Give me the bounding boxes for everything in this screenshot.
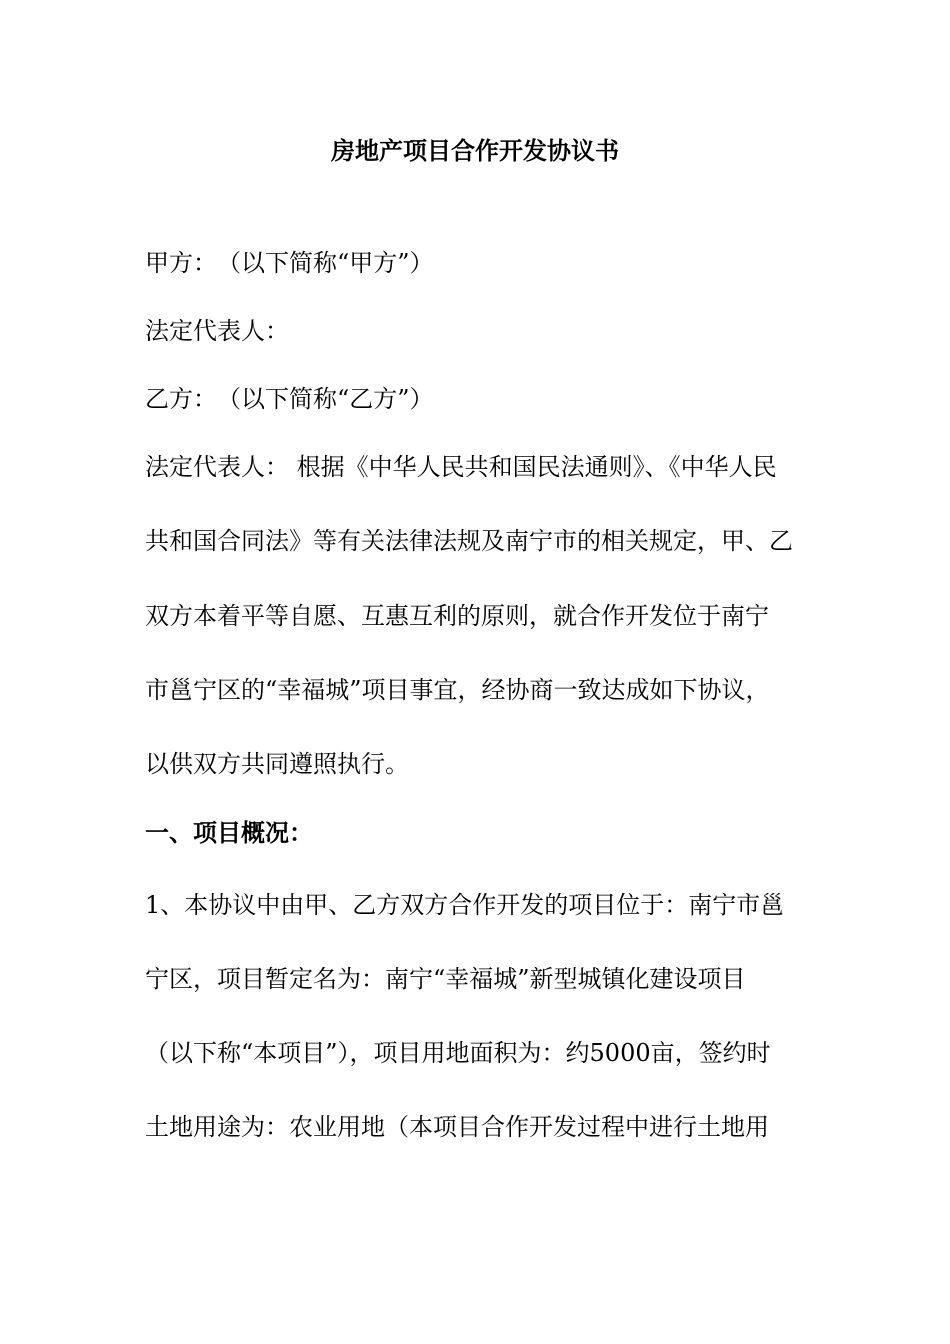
preamble-line-3: 双方本着平等自愿、互惠互利的原则，就合作开发位于南宁 (145, 602, 769, 630)
clause-1-line-1: 1、本协议中由甲、乙方双方合作开发的项目位于：南宁市邕 (145, 891, 785, 919)
document-title: 房地产项目合作开发协议书 (331, 136, 619, 165)
section-heading-project-overview: 一、项目概况： (145, 818, 313, 847)
preamble-line-5: 以供双方共同遵照执行。 (145, 750, 409, 778)
preamble-line-4: 市邕宁区的“幸福城”项目事宜，经协商一致达成如下协议， (145, 676, 770, 704)
preamble-line-1: 法定代表人： 根据《中华人民共和国民法通则》、《中华人民 (145, 453, 777, 481)
clause-1-line-2: 宁区，项目暂定名为：南宁“幸福城”新型城镇化建设项目 (145, 965, 746, 993)
party-a-line: 甲方： （以下简称“甲方”） (145, 249, 434, 277)
party-b-line: 乙方： （以下简称“乙方”） (145, 385, 434, 413)
clause-1-line-4: 土地用途为：农业用地（本项目合作开发过程中进行土地用 (145, 1113, 769, 1141)
clause-1-line-3: （以下称“本项目”），项目用地面积为：约5000亩，签约时 (145, 1039, 771, 1067)
preamble-line-2: 共和国合同法》等有关法律法规及南宁市的相关规定，甲、乙 (145, 527, 793, 555)
party-a-representative-line: 法定代表人： (145, 317, 289, 345)
